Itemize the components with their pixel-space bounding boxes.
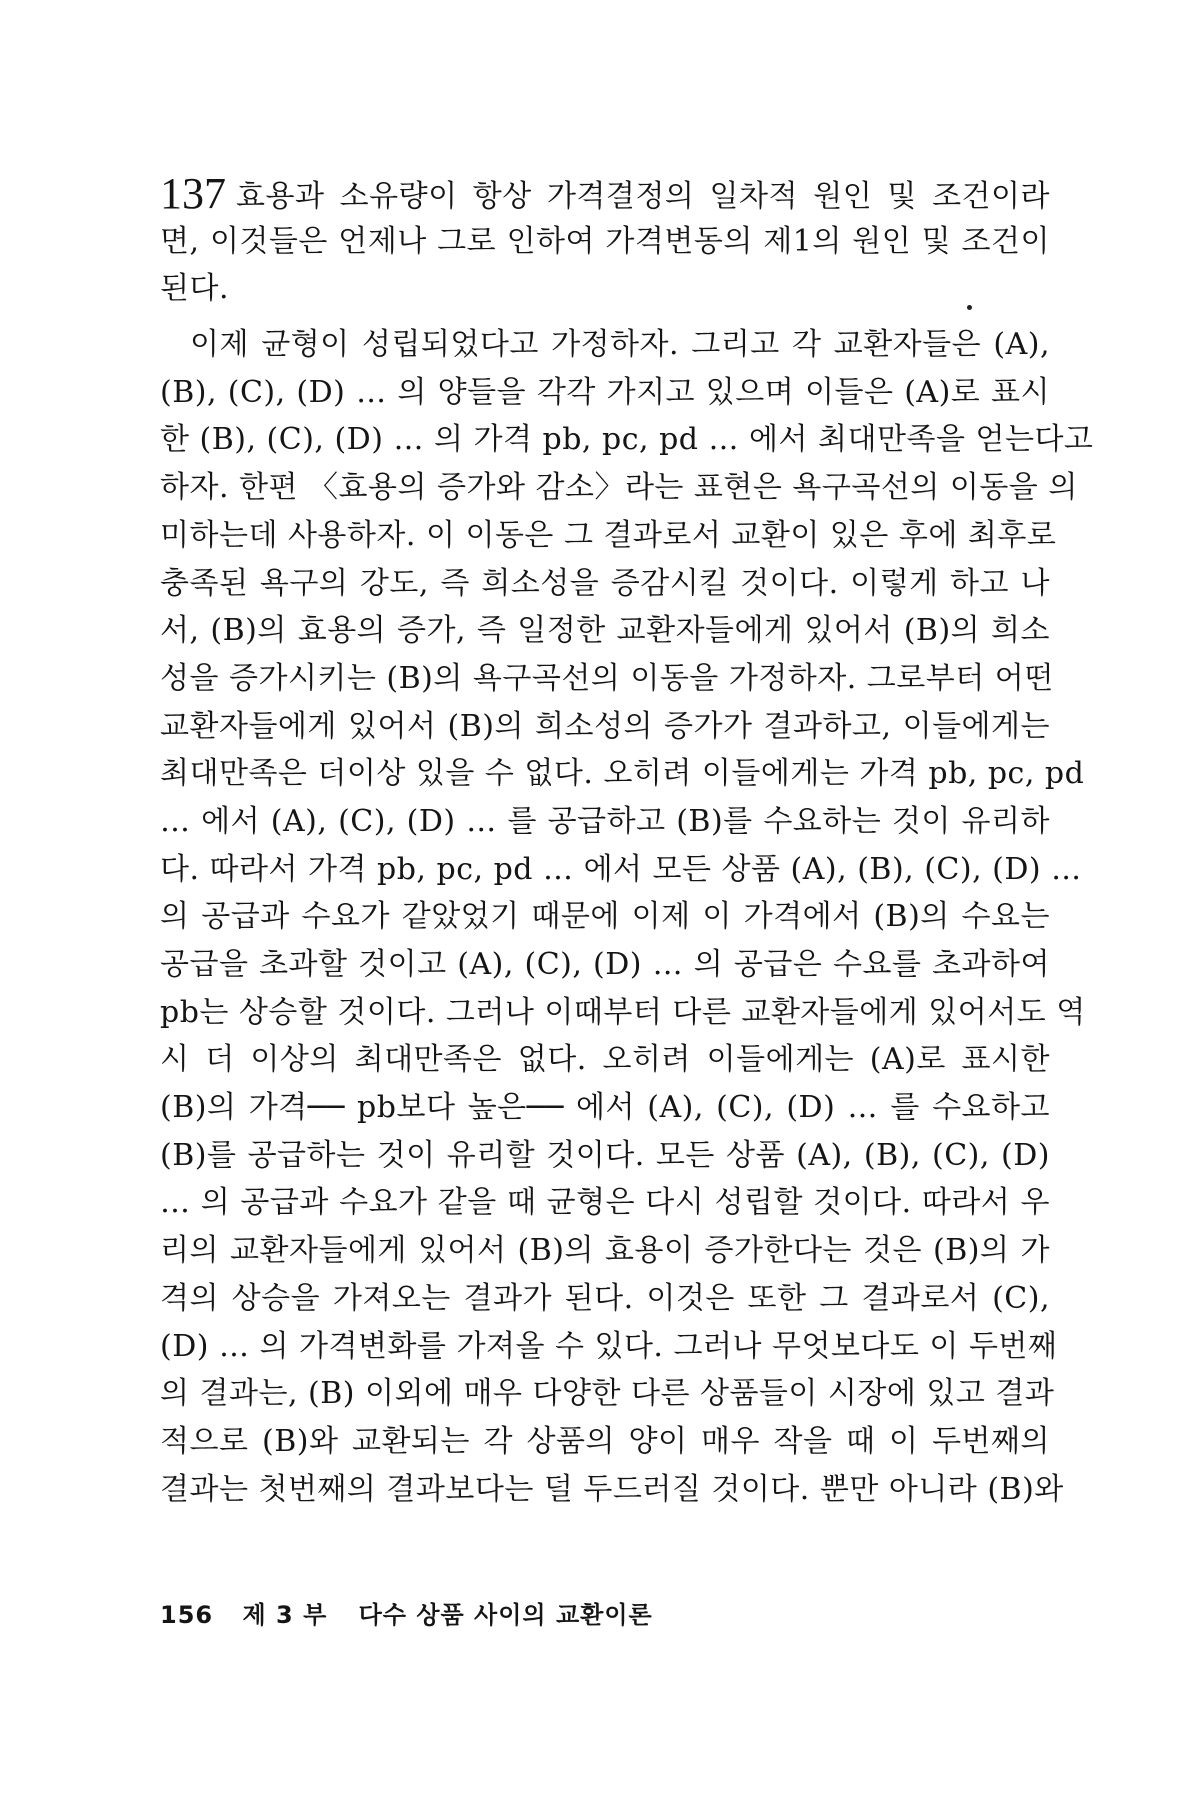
text-line: pb는 상승할 것이다. 그러나 이때부터 다른 교환자들에게 있어서도 역 [160,994,1086,1030]
text-line: … 의 공급과 수요가 같을 때 균형은 다시 성립할 것이다. 따라서 우 [160,1185,1050,1221]
page-number: 156 [160,1601,214,1629]
text-line: 적으로 (B)와 교환되는 각 상품의 양이 매우 작을 때 이 두번째의 [160,1423,1050,1459]
text-line: (B)의 가격── pb보다 높은── 에서 (A), (C), (D) … 를 수요하고 [160,1090,1050,1126]
text-line: 시 더 이상의 최대만족은 없다. 오히려 이들에게는 (A)로 표시한 [160,1042,1050,1078]
body-text [160,169,1094,1513]
text-line: 리의 교환자들에게 있어서 (B)의 효용이 증가한다는 것은 (B)의 가 [160,1233,1050,1269]
text-line: (B)를 공급하는 것이 유리할 것이다. 모든 상품 (A), (B), (C), (D) [160,1137,1050,1173]
text-line: (B), (C), (D) … 의 양들을 각각 가지고 있으며 이들은 (A)로 표시 [160,374,1050,410]
print-speck [967,305,972,310]
text-line: 미하는데 사용하자. 이 이동은 그 결과로서 교환이 있은 후에 최후로 [160,517,1057,553]
text-line: … 에서 (A), (C), (D) … 를 공급하고 (B)를 수요하는 것이 유리하 [160,803,1050,839]
text-line: (D) … 의 가격변화를 가져올 수 있다. 그러나 무엇보다도 이 두번째 [160,1328,1058,1364]
text-line: 최대만족은 더이상 있을 수 없다. 오히려 이들에게는 가격 pb, pc, pd [160,756,1085,792]
text-line: 공급을 초과할 것이고 (A), (C), (D) … 의 공급은 수요를 초과하여 [160,947,1050,982]
paragraph-first-line [160,170,1050,218]
text-line: 결과는 첫번째의 결과보다는 덜 두드러질 것이다. 뿐만 아니라 (B)와 [160,1471,1064,1507]
part-label: 제 3 부 [242,1601,328,1629]
text-line: 서, (B)의 효용의 증가, 즉 일정한 교환자들에게 있어서 (B)의 희소 [160,613,1050,649]
text-line: 하자. 한편 〈효용의 증가와 감소〉라는 표현은 욕구곡선의 이동을 의 [160,470,1078,506]
text-line: 의 공급과 수요가 같았었기 때문에 이제 이 가격에서 (B)의 수요는 [160,899,1050,935]
page-footer [160,1595,653,1630]
text-line: 한 (B), (C), (D) … 의 가격 pb, pc, pd … 에서 최대만족을 얻는다고 [160,422,1094,458]
text-line: 된다. [160,271,229,307]
text-line: 다. 따라서 가격 pb, pc, pd … 에서 모든 상품 (A), (B), (C), (D) … [160,851,1082,887]
text-line: 의 결과는, (B) 이외에 매우 다양한 다른 상품들이 시장에 있고 결과 [160,1376,1055,1412]
text-line: 교환자들에게 있어서 (B)의 희소성의 증가가 결과하고, 이들에게는 [160,708,1050,744]
text-line: 격의 상승을 가져오는 결과가 된다. 이것은 또한 그 결과로서 (C), [160,1280,1050,1316]
text-line: 이제 균형이 성립되었다고 가정하자. 그리고 각 교환자들은 (A), [190,327,1050,363]
text-line: 효용과 소유량이 항상 가격결정의 일차적 원인 및 조건이라 [236,179,1050,214]
text-line: 면, 이것들은 언제나 그로 인하여 가격변동의 제1의 원인 및 조건이 [160,223,1050,259]
text-line: 충족된 욕구의 강도, 즉 희소성을 증감시킬 것이다. 이렇게 하고 나 [160,565,1050,601]
text-line: 성을 증가시키는 (B)의 욕구곡선의 이동을 가정하자. 그로부터 어떤 [160,660,1054,696]
running-title: 다수 상품 사이의 교환이론 [358,1601,653,1629]
paragraph-number: 137 [160,169,226,218]
